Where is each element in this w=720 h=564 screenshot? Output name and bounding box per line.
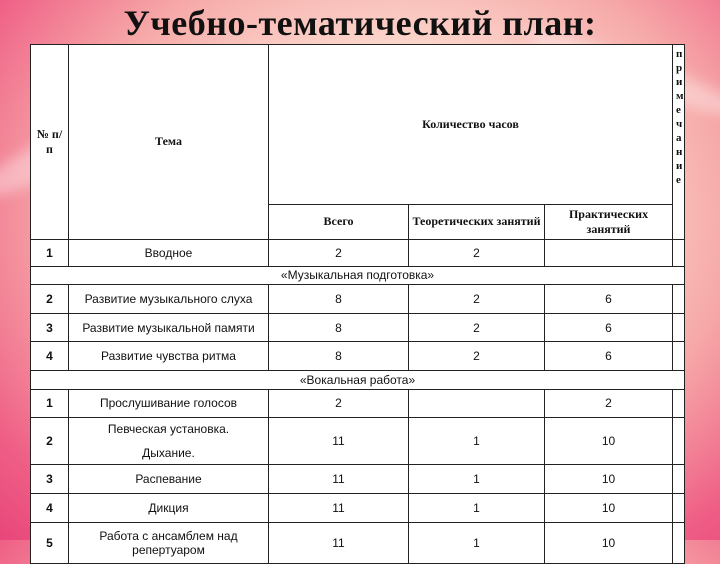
row-practice: 6 (545, 313, 673, 342)
row-practice (545, 239, 673, 266)
row-total: 8 (269, 284, 409, 313)
table-row (31, 389, 685, 418)
table-row (31, 342, 685, 371)
row-theory: 1 (409, 522, 545, 563)
row-note (673, 239, 685, 266)
row-num: 3 (31, 465, 69, 494)
row-practice: 10 (545, 522, 673, 563)
header-row (31, 45, 685, 205)
section-title: «Вокальная работа» (31, 371, 685, 389)
row-topic: Прослушивание голосов (69, 389, 269, 418)
row-num: 2 (31, 284, 69, 313)
row-total: 11 (269, 522, 409, 563)
table-row (31, 494, 685, 523)
table-row (31, 465, 685, 494)
row-theory: 1 (409, 465, 545, 494)
row-topic: Вводное (69, 239, 269, 266)
row-num: 4 (31, 494, 69, 523)
section-title: «Музыкальная подготовка» (31, 266, 685, 284)
row-practice: 2 (545, 389, 673, 418)
row-num: 3 (31, 313, 69, 342)
row-total: 2 (269, 389, 409, 418)
row-note (673, 494, 685, 523)
row-topic (69, 418, 269, 465)
row-practice: 10 (545, 465, 673, 494)
row-theory (409, 389, 545, 418)
row-practice: 6 (545, 342, 673, 371)
header-note-letter: и (676, 76, 683, 88)
row-note (673, 342, 685, 371)
table-row (31, 418, 685, 465)
header-topic: Тема (69, 45, 269, 240)
row-practice: 6 (545, 284, 673, 313)
row-note (673, 522, 685, 563)
row-total: 8 (269, 313, 409, 342)
header-note-letter: р (676, 62, 683, 74)
section-row (31, 371, 685, 389)
row-num: 4 (31, 342, 69, 371)
row-total: 11 (269, 418, 409, 465)
row-num: 1 (31, 239, 69, 266)
header-practice: Практических занятий (545, 205, 673, 240)
header-note-letter: а (676, 132, 682, 144)
row-topic: Дикция (69, 494, 269, 523)
table-row (31, 284, 685, 313)
row-theory: 2 (409, 342, 545, 371)
row-num: 5 (31, 522, 69, 563)
header-note-letter: п (676, 48, 683, 60)
row-theory: 1 (409, 494, 545, 523)
row-topic-line: репертуаром (132, 542, 205, 557)
header-hours: Количество часов (269, 45, 673, 205)
row-note (673, 465, 685, 494)
table-row (31, 522, 685, 563)
section-row (31, 266, 685, 284)
row-topic: Развитие музыкальной памяти (69, 313, 269, 342)
table-row (31, 313, 685, 342)
page-title: Учебно-тематический план: (123, 3, 597, 43)
row-note (673, 284, 685, 313)
header-note-letter: м (676, 90, 684, 102)
row-total: 8 (269, 342, 409, 371)
row-topic-line: Певческая установка. (107, 422, 230, 437)
row-num: 1 (31, 389, 69, 418)
row-note (673, 418, 685, 465)
row-theory: 2 (409, 313, 545, 342)
header-note (673, 45, 685, 240)
row-total: 11 (269, 465, 409, 494)
row-note (673, 313, 685, 342)
row-topic: Развитие музыкального слуха (69, 284, 269, 313)
row-topic-line: Работа с ансамблем над (99, 528, 238, 543)
header-note-letter: н (676, 146, 683, 158)
header-note-letter: и (676, 160, 683, 172)
row-practice: 10 (545, 494, 673, 523)
row-topic (69, 522, 269, 563)
row-theory: 2 (409, 239, 545, 266)
row-num: 2 (31, 418, 69, 465)
header-total: Всего (269, 205, 409, 240)
row-topic-line: Дыхание. (142, 446, 195, 461)
row-practice: 10 (545, 418, 673, 465)
header-theory: Теоретических занятий (409, 205, 545, 240)
header-note-letter: е (676, 104, 681, 116)
row-note (673, 389, 685, 418)
row-topic: Распевание (69, 465, 269, 494)
row-topic: Развитие чувства ритма (69, 342, 269, 371)
header-note-letter: ч (676, 118, 683, 130)
header-num: № п/п (31, 45, 69, 240)
row-total: 11 (269, 494, 409, 523)
curriculum-table (30, 44, 685, 564)
table-row (31, 239, 685, 266)
header-note-letter: е (676, 174, 681, 186)
row-theory: 1 (409, 418, 545, 465)
row-total: 2 (269, 239, 409, 266)
row-theory: 2 (409, 284, 545, 313)
